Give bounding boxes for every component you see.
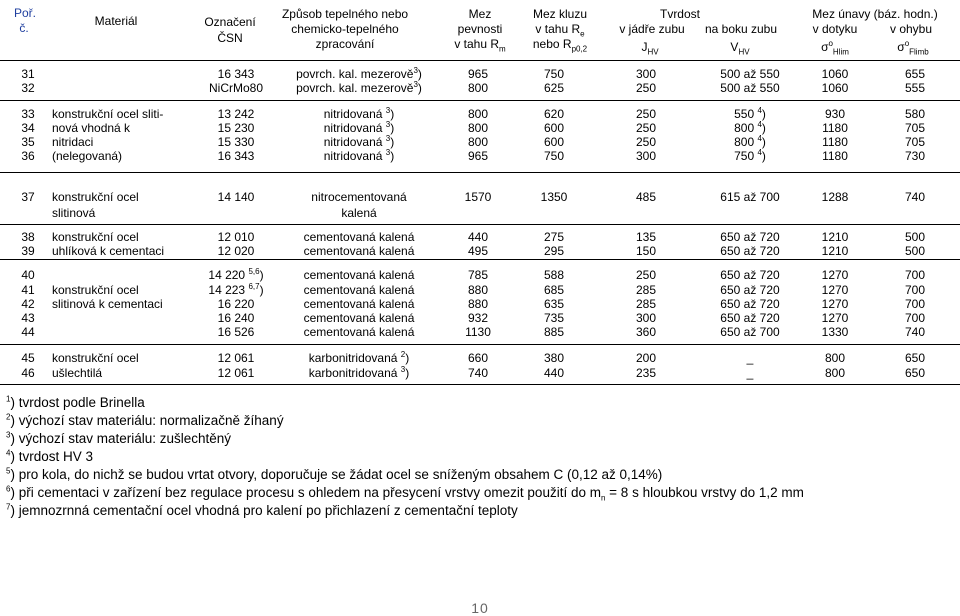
cell-v: 500 až 550 (720, 67, 780, 81)
group-divider (0, 259, 960, 260)
header-material: Materiál (94, 14, 138, 28)
cell-rm: 800 (467, 107, 489, 121)
cell-h: 1210 (821, 244, 849, 258)
cell-proc: karbonitridovaná $^3$) (308, 365, 410, 380)
cell-no: 44 (21, 325, 35, 339)
cell-h: 800 (824, 366, 846, 380)
header-sigma-flimb: $\sigma^o_{Flimb}$ (897, 39, 929, 57)
cell-no: 32 (21, 81, 35, 95)
header-tvrdost: Tvrdost (659, 7, 700, 21)
cell-proc: nitridovaná $^3$) (323, 106, 395, 121)
cell-h: 1270 (821, 297, 849, 311)
cell-rm: 932 (467, 311, 489, 325)
cell-cs: 16 220 (217, 297, 255, 311)
header-v-dotyku: v dotyku (812, 22, 858, 36)
footnote: $^3$) výchozí stav materiálu: zušlechtěný (6, 430, 232, 446)
cell-proc: nitrocementovaná (311, 190, 407, 204)
cell-j: 300 (635, 149, 657, 163)
cell-re: 625 (543, 81, 565, 95)
page-number: 10 (471, 600, 489, 616)
cell-cs: 15 230 (217, 121, 255, 135)
cell-mat: konstrukční ocel (52, 190, 139, 204)
cell-j: 235 (635, 366, 657, 380)
header-sigma-hlim: $\sigma^o_{Hlim}$ (821, 39, 849, 57)
cell-mat: konstrukční ocel (52, 283, 139, 297)
cell-rm: 1570 (464, 190, 492, 204)
cell-re: 440 (543, 366, 565, 380)
cell-rm: 880 (467, 297, 489, 311)
cell-no: 31 (21, 67, 35, 81)
header-tvrdost-bok: na boku zubu (704, 22, 778, 36)
cell-re: 750 (543, 67, 565, 81)
cell-proc: karbonitridovaná $^2$) (308, 350, 410, 365)
cell-j: 300 (635, 311, 657, 325)
cell-proc: kalená (341, 206, 377, 220)
footnote: $^7$) jemnozrnná cementační ocel vhodná pro kalení po přichlazení z cementační teploty (6, 502, 518, 518)
cell-re: 750 (543, 149, 565, 163)
cell-h: 1180 (822, 121, 848, 135)
cell-mat: nitridaci (52, 135, 94, 149)
cell-proc: cementovaná kalená (303, 244, 415, 258)
cell-h: 1180 (822, 149, 848, 163)
header-por: Poř. č. (14, 6, 37, 35)
header-mez-pevnosti: Mez pevnosti v tahu $R_m$ (454, 7, 506, 54)
cell-no: 46 (21, 366, 35, 380)
cell-proc: cementovaná kalená (303, 325, 415, 339)
cell-proc: cementovaná kalená (303, 297, 415, 311)
cell-rm: 800 (467, 121, 489, 135)
cell-f: 555 (904, 81, 926, 95)
cell-cs: 12 020 (217, 244, 255, 258)
cell-cs: 12 061 (217, 351, 255, 365)
cell-v: 650 až 700 (720, 325, 780, 339)
cell-v: 750 $^4$) (734, 148, 766, 163)
cell-cs: 14 220 $^{5,6}$) (208, 267, 264, 282)
cell-j: 360 (635, 325, 657, 339)
cell-j: 250 (635, 121, 657, 135)
cell-mat: ušlechtilá (52, 366, 103, 380)
cell-h: 800 (824, 351, 846, 365)
header-oznaceni: Označení ČSN (204, 15, 256, 45)
cell-re: 600 (543, 121, 565, 135)
cell-j: 250 (635, 135, 657, 149)
cell-f: 740 (904, 190, 926, 204)
cell-proc: nitridovaná $^3$) (323, 134, 395, 149)
cell-cs: 16 526 (217, 325, 255, 339)
cell-cs: 16 240 (217, 311, 255, 325)
cell-f: 580 (904, 107, 926, 121)
cell-re: 588 (543, 268, 565, 282)
cell-v: 650 až 720 (720, 311, 780, 325)
cell-f: 740 (904, 325, 926, 339)
cell-re: 885 (543, 325, 565, 339)
cell-h: 1180 (822, 135, 848, 149)
cell-v: 500 až 550 (720, 81, 780, 95)
cell-f: 705 (904, 135, 926, 149)
header-mez-unavy: Mez únavy (báz. hodn.) (812, 7, 938, 21)
cell-no: 39 (21, 244, 35, 258)
cell-no: 43 (21, 311, 35, 325)
footnote: $^2$) výchozí stav materiálu: normalizačně žíhaný (6, 412, 284, 428)
cell-cs: 12 061 (217, 366, 255, 380)
cell-h: 1330 (821, 325, 849, 339)
cell-proc: cementovaná kalená (303, 268, 415, 282)
cell-h: 1060 (821, 67, 849, 81)
cell-proc: cementovaná kalená (303, 283, 415, 297)
header-mez-kluzu: Mez kluzu v tahu $R_e$ nebo $R_{p0,2}$ (532, 7, 588, 54)
cell-v: 650 až 720 (720, 268, 780, 282)
cell-no: 42 (21, 297, 35, 311)
header-v-hv: $V_{HV}$ (730, 40, 750, 57)
cell-h: 1210 (821, 230, 849, 244)
cell-v: 650 až 720 (720, 297, 780, 311)
cell-proc: cementovaná kalená (303, 311, 415, 325)
cell-rm: 965 (467, 149, 489, 163)
cell-mat: konstrukční ocel (52, 230, 139, 244)
cell-re: 1350 (540, 190, 568, 204)
cell-cs: 12 010 (217, 230, 255, 244)
cell-f: 650 (904, 351, 926, 365)
cell-j: 485 (635, 190, 657, 204)
cell-no: 35 (21, 135, 35, 149)
cell-cs: 13 242 (217, 107, 255, 121)
cell-h: 1270 (821, 268, 849, 282)
cell-j: 135 (635, 230, 657, 244)
cell-no: 41 (21, 283, 35, 297)
cell-j: 285 (635, 297, 657, 311)
cell-mat: uhlíková k cementaci (52, 244, 165, 258)
cell-no: 34 (21, 121, 35, 135)
cell-cs: 14 140 (217, 190, 255, 204)
header-tvrdost-jadro: v jádře zubu (619, 22, 685, 36)
header-zpusob: Způsob tepelného nebo chemicko-tepelného zpracování (281, 7, 409, 51)
footnote: $^1$) tvrdost podle Brinella (6, 394, 145, 410)
cell-rm: 1130 (465, 325, 491, 339)
cell-rm: 495 (467, 244, 489, 258)
cell-f: 650 (904, 366, 926, 380)
footnote: $^4$) tvrdost HV 3 (6, 448, 93, 464)
cell-re: 295 (543, 244, 565, 258)
cell-j: 250 (635, 107, 657, 121)
cell-cs: 14 223 $^{6,7}$) (208, 282, 264, 297)
cell-re: 635 (543, 297, 565, 311)
cell-cs: 16 343 (217, 149, 255, 163)
cell-v: 650 až 720 (720, 283, 780, 297)
cell-cs: 16 343 (217, 67, 255, 81)
header-divider (0, 60, 960, 61)
cell-j: 250 (635, 268, 657, 282)
cell-h: 1288 (821, 190, 849, 204)
header-v-ohybu: v ohybu (889, 22, 933, 36)
cell-rm: 800 (467, 81, 489, 95)
cell-f: 700 (904, 311, 926, 325)
cell-f: 730 (904, 149, 926, 163)
cell-mat: slitinová (52, 206, 96, 220)
cell-proc: nitridovaná $^3$) (323, 120, 395, 135)
cell-f: 700 (904, 297, 926, 311)
cell-proc: cementovaná kalená (303, 230, 415, 244)
cell-re: 600 (543, 135, 565, 149)
cell-f: 500 (904, 244, 926, 258)
cell-h: 1270 (821, 283, 849, 297)
cell-re: 735 (543, 311, 565, 325)
cell-proc: povrch. kal. mezerově$^3$) (296, 66, 422, 81)
cell-f: 500 (904, 230, 926, 244)
cell-v: 650 až 720 (720, 244, 780, 258)
cell-rm: 440 (467, 230, 489, 244)
cell-h: 1270 (821, 311, 849, 325)
group-divider (0, 344, 960, 345)
cell-no: 38 (21, 230, 35, 244)
cell-mat: konstrukční ocel (52, 351, 139, 365)
cell-cs: 15 330 (217, 135, 255, 149)
cell-v: 650 až 720 (720, 230, 780, 244)
cell-v: 800 $^4$) (734, 120, 766, 135)
cell-mat: konstrukční ocel sliti- (52, 107, 164, 121)
cell-re: 685 (543, 283, 565, 297)
cell-re: 275 (543, 230, 565, 244)
cell-no: 45 (21, 351, 35, 365)
cell-rm: 800 (467, 135, 489, 149)
cell-no: 36 (21, 149, 35, 163)
cell-f: 655 (904, 67, 926, 81)
cell-v: 550 $^4$) (734, 106, 766, 121)
cell-no: 33 (21, 107, 35, 121)
cell-no: 40 (21, 268, 35, 282)
footnote: $^6$) při cementaci v zařízení bez regulace procesu s ohledem na přesycení vrstvy omezit použití do $m_n = 8$ s hloubkou vrstvy do 1,2 mm (6, 484, 804, 503)
cell-proc: povrch. kal. mezerově$^3$) (296, 80, 422, 95)
cell-rm: 785 (467, 268, 489, 282)
cell-v: _ (746, 351, 754, 365)
header-j-hv: $J_{HV}$ (641, 40, 659, 57)
cell-j: 285 (635, 283, 657, 297)
cell-mat: nová vhodná k (52, 121, 131, 135)
cell-v: _ (746, 366, 754, 380)
footnote: $^5$) pro kola, do nichž se budou vrtat otvory, doporučuje se žádat ocel se sníženým obsahem C (0,12 až 0,14%) (6, 466, 663, 482)
cell-rm: 880 (467, 283, 489, 297)
cell-re: 620 (543, 107, 565, 121)
cell-f: 700 (904, 283, 926, 297)
cell-rm: 660 (467, 351, 489, 365)
cell-rm: 740 (467, 366, 489, 380)
cell-no: 37 (21, 190, 35, 204)
cell-mat: slitinová k cementaci (52, 297, 163, 311)
group-divider (0, 172, 960, 173)
cell-f: 700 (904, 268, 926, 282)
cell-j: 250 (635, 81, 657, 95)
cell-h: 1060 (821, 81, 849, 95)
cell-j: 300 (635, 67, 657, 81)
cell-rm: 965 (467, 67, 489, 81)
cell-mat: (nelegovaná) (52, 149, 123, 163)
cell-cs: NiCrMo80 (208, 81, 263, 95)
cell-h: 930 (824, 107, 846, 121)
table-bottom-line (0, 384, 960, 385)
group-divider (0, 100, 960, 101)
cell-j: 150 (635, 244, 657, 258)
group-divider (0, 224, 960, 225)
cell-f: 705 (904, 121, 926, 135)
cell-v: 800 $^4$) (734, 134, 766, 149)
cell-v: 615 až 700 (720, 190, 780, 204)
cell-proc: nitridovaná $^3$) (323, 148, 395, 163)
cell-re: 380 (543, 351, 565, 365)
cell-j: 200 (635, 351, 657, 365)
